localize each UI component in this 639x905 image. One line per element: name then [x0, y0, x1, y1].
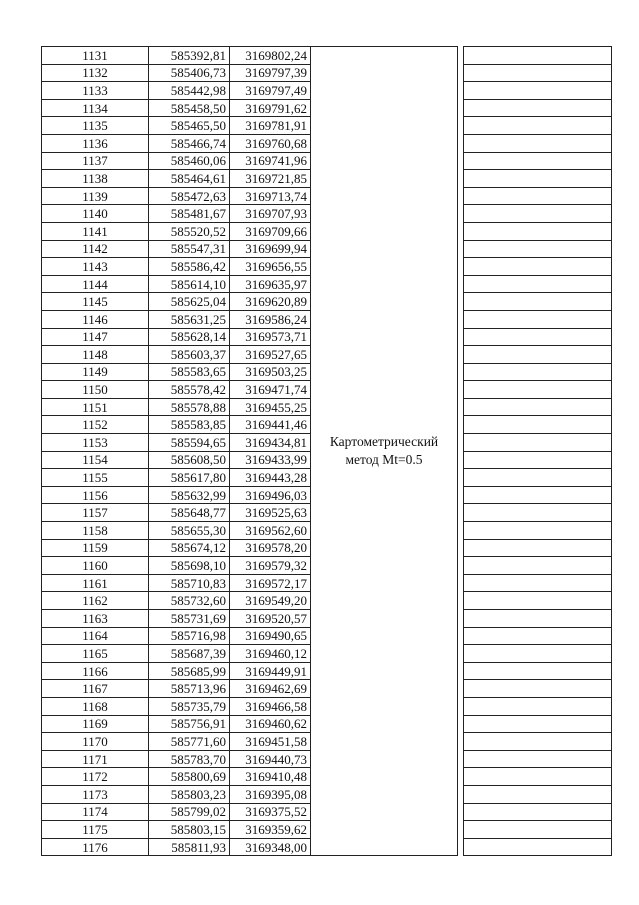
empty-cell	[464, 398, 612, 416]
x-coordinate-cell: 585583,85	[149, 416, 230, 434]
empty-cell	[464, 434, 612, 452]
y-coordinate-cell: 3169496,03	[230, 486, 311, 504]
empty-cell	[464, 64, 612, 82]
point-number-cell: 1131	[42, 47, 149, 65]
y-coordinate-cell: 3169760,68	[230, 134, 311, 152]
x-coordinate-cell: 585800,69	[149, 768, 230, 786]
x-coordinate-cell: 585655,30	[149, 522, 230, 540]
x-coordinate-cell: 585578,42	[149, 381, 230, 399]
point-number-cell: 1168	[42, 697, 149, 715]
x-coordinate-cell: 585803,23	[149, 785, 230, 803]
empty-cell	[464, 697, 612, 715]
point-number-cell: 1142	[42, 240, 149, 258]
point-number-cell: 1144	[42, 275, 149, 293]
x-coordinate-cell: 585465,50	[149, 117, 230, 135]
method-line-2: метод Mt=0.5	[345, 452, 423, 468]
y-coordinate-cell: 3169503,25	[230, 363, 311, 381]
point-number-cell: 1156	[42, 486, 149, 504]
x-coordinate-cell: 585547,31	[149, 240, 230, 258]
empty-cell	[464, 750, 612, 768]
y-coordinate-cell: 3169741,96	[230, 152, 311, 170]
point-number-cell: 1172	[42, 768, 149, 786]
y-coordinate-cell: 3169460,62	[230, 715, 311, 733]
x-coordinate-cell: 585731,69	[149, 610, 230, 628]
empty-cell	[464, 733, 612, 751]
point-number-cell: 1153	[42, 434, 149, 452]
y-coordinate-cell: 3169520,57	[230, 610, 311, 628]
point-number-cell: 1174	[42, 803, 149, 821]
y-coordinate-cell: 3169797,49	[230, 82, 311, 100]
point-number-cell: 1159	[42, 539, 149, 557]
x-coordinate-cell: 585406,73	[149, 64, 230, 82]
point-number-cell: 1173	[42, 785, 149, 803]
empty-cell	[464, 610, 612, 628]
point-number-cell: 1135	[42, 117, 149, 135]
point-number-cell: 1150	[42, 381, 149, 399]
y-coordinate-cell: 3169449,91	[230, 662, 311, 680]
y-coordinate-cell: 3169451,58	[230, 733, 311, 751]
empty-cell	[464, 99, 612, 117]
point-number-cell: 1136	[42, 134, 149, 152]
empty-cell	[464, 680, 612, 698]
x-coordinate-cell: 585783,70	[149, 750, 230, 768]
empty-cell	[464, 785, 612, 803]
empty-cell	[464, 328, 612, 346]
y-coordinate-cell: 3169490,65	[230, 627, 311, 645]
x-coordinate-cell: 585756,91	[149, 715, 230, 733]
x-coordinate-cell: 585648,77	[149, 504, 230, 522]
point-number-cell: 1169	[42, 715, 149, 733]
point-number-cell: 1134	[42, 99, 149, 117]
empty-cell	[464, 768, 612, 786]
empty-cell	[464, 557, 612, 575]
point-number-cell: 1145	[42, 293, 149, 311]
x-coordinate-cell: 585799,02	[149, 803, 230, 821]
point-number-cell: 1151	[42, 398, 149, 416]
empty-cell	[464, 170, 612, 188]
method-cell	[311, 47, 458, 856]
point-number-cell: 1141	[42, 222, 149, 240]
y-coordinate-cell: 3169527,65	[230, 346, 311, 364]
empty-cell	[464, 838, 612, 856]
y-coordinate-cell: 3169466,58	[230, 697, 311, 715]
point-number-cell: 1176	[42, 838, 149, 856]
point-number-cell: 1171	[42, 750, 149, 768]
y-coordinate-cell: 3169471,74	[230, 381, 311, 399]
point-number-cell: 1137	[42, 152, 149, 170]
y-coordinate-cell: 3169781,91	[230, 117, 311, 135]
y-coordinate-cell: 3169573,71	[230, 328, 311, 346]
x-coordinate-cell: 585632,99	[149, 486, 230, 504]
empty-cell	[464, 346, 612, 364]
point-number-cell: 1175	[42, 821, 149, 839]
point-number-cell: 1146	[42, 310, 149, 328]
empty-cell	[464, 522, 612, 540]
empty-cell	[464, 469, 612, 487]
x-coordinate-cell: 585614,10	[149, 275, 230, 293]
point-number-cell: 1170	[42, 733, 149, 751]
empty-cell	[464, 222, 612, 240]
empty-cell	[464, 381, 612, 399]
y-coordinate-cell: 3169562,60	[230, 522, 311, 540]
x-coordinate-cell: 585617,80	[149, 469, 230, 487]
x-coordinate-cell: 585460,06	[149, 152, 230, 170]
point-number-cell: 1152	[42, 416, 149, 434]
empty-cell	[464, 451, 612, 469]
empty-cell	[464, 539, 612, 557]
x-coordinate-cell: 585716,98	[149, 627, 230, 645]
table-body	[42, 47, 612, 856]
y-coordinate-cell: 3169572,17	[230, 574, 311, 592]
y-coordinate-cell: 3169549,20	[230, 592, 311, 610]
x-coordinate-cell: 585685,99	[149, 662, 230, 680]
x-coordinate-cell: 585713,96	[149, 680, 230, 698]
point-number-cell: 1139	[42, 187, 149, 205]
empty-cell	[464, 310, 612, 328]
empty-cell	[464, 275, 612, 293]
empty-cell	[464, 134, 612, 152]
point-number-cell: 1158	[42, 522, 149, 540]
point-number-cell: 1162	[42, 592, 149, 610]
x-coordinate-cell: 585472,63	[149, 187, 230, 205]
y-coordinate-cell: 3169620,89	[230, 293, 311, 311]
empty-cell	[464, 205, 612, 223]
empty-cell	[464, 627, 612, 645]
point-number-cell: 1143	[42, 258, 149, 276]
table-row	[42, 47, 612, 65]
point-number-cell: 1167	[42, 680, 149, 698]
x-coordinate-cell: 585811,93	[149, 838, 230, 856]
y-coordinate-cell: 3169635,97	[230, 275, 311, 293]
empty-cell	[464, 803, 612, 821]
point-number-cell: 1160	[42, 557, 149, 575]
x-coordinate-cell: 585466,74	[149, 134, 230, 152]
empty-cell	[464, 821, 612, 839]
y-coordinate-cell: 3169525,63	[230, 504, 311, 522]
point-number-cell: 1149	[42, 363, 149, 381]
empty-cell	[464, 592, 612, 610]
x-coordinate-cell: 585442,98	[149, 82, 230, 100]
empty-cell	[464, 645, 612, 663]
x-coordinate-cell: 585698,10	[149, 557, 230, 575]
x-coordinate-cell: 585771,60	[149, 733, 230, 751]
y-coordinate-cell: 3169375,52	[230, 803, 311, 821]
x-coordinate-cell: 585674,12	[149, 539, 230, 557]
empty-cell	[464, 715, 612, 733]
x-coordinate-cell: 585687,39	[149, 645, 230, 663]
y-coordinate-cell: 3169586,24	[230, 310, 311, 328]
y-coordinate-cell: 3169455,25	[230, 398, 311, 416]
y-coordinate-cell: 3169791,62	[230, 99, 311, 117]
x-coordinate-cell: 585520,52	[149, 222, 230, 240]
x-coordinate-cell: 585481,67	[149, 205, 230, 223]
y-coordinate-cell: 3169460,12	[230, 645, 311, 663]
coordinates-table	[41, 46, 612, 856]
x-coordinate-cell: 585583,65	[149, 363, 230, 381]
empty-cell	[464, 486, 612, 504]
empty-cell	[464, 82, 612, 100]
y-coordinate-cell: 3169656,55	[230, 258, 311, 276]
y-coordinate-cell: 3169699,94	[230, 240, 311, 258]
empty-cell	[464, 416, 612, 434]
empty-cell	[464, 187, 612, 205]
x-coordinate-cell: 585625,04	[149, 293, 230, 311]
point-number-cell: 1140	[42, 205, 149, 223]
point-number-cell: 1133	[42, 82, 149, 100]
empty-cell	[464, 258, 612, 276]
y-coordinate-cell: 3169579,32	[230, 557, 311, 575]
x-coordinate-cell: 585732,60	[149, 592, 230, 610]
method-line-1: Картометрический	[329, 434, 439, 450]
point-number-cell: 1155	[42, 469, 149, 487]
empty-cell	[464, 240, 612, 258]
x-coordinate-cell: 585392,81	[149, 47, 230, 65]
y-coordinate-cell: 3169721,85	[230, 170, 311, 188]
x-coordinate-cell: 585578,88	[149, 398, 230, 416]
x-coordinate-cell: 585594,65	[149, 434, 230, 452]
empty-cell	[464, 662, 612, 680]
point-number-cell: 1163	[42, 610, 149, 628]
point-number-cell: 1161	[42, 574, 149, 592]
y-coordinate-cell: 3169441,46	[230, 416, 311, 434]
point-number-cell: 1132	[42, 64, 149, 82]
empty-cell	[464, 152, 612, 170]
y-coordinate-cell: 3169440,73	[230, 750, 311, 768]
empty-cell	[464, 504, 612, 522]
x-coordinate-cell: 585628,14	[149, 328, 230, 346]
point-number-cell: 1148	[42, 346, 149, 364]
x-coordinate-cell: 585803,15	[149, 821, 230, 839]
y-coordinate-cell: 3169433,99	[230, 451, 311, 469]
y-coordinate-cell: 3169359,62	[230, 821, 311, 839]
y-coordinate-cell: 3169709,66	[230, 222, 311, 240]
empty-cell	[464, 293, 612, 311]
x-coordinate-cell: 585458,50	[149, 99, 230, 117]
point-number-cell: 1166	[42, 662, 149, 680]
y-coordinate-cell: 3169348,00	[230, 838, 311, 856]
x-coordinate-cell: 585710,83	[149, 574, 230, 592]
empty-cell	[464, 47, 612, 65]
x-coordinate-cell: 585464,61	[149, 170, 230, 188]
empty-cell	[464, 363, 612, 381]
point-number-cell: 1147	[42, 328, 149, 346]
y-coordinate-cell: 3169802,24	[230, 47, 311, 65]
x-coordinate-cell: 585603,37	[149, 346, 230, 364]
y-coordinate-cell: 3169578,20	[230, 539, 311, 557]
point-number-cell: 1157	[42, 504, 149, 522]
y-coordinate-cell: 3169443,28	[230, 469, 311, 487]
x-coordinate-cell: 585735,79	[149, 697, 230, 715]
y-coordinate-cell: 3169707,93	[230, 205, 311, 223]
y-coordinate-cell: 3169462,69	[230, 680, 311, 698]
x-coordinate-cell: 585586,42	[149, 258, 230, 276]
point-number-cell: 1138	[42, 170, 149, 188]
y-coordinate-cell: 3169395,08	[230, 785, 311, 803]
point-number-cell: 1164	[42, 627, 149, 645]
point-number-cell: 1154	[42, 451, 149, 469]
x-coordinate-cell: 585608,50	[149, 451, 230, 469]
y-coordinate-cell: 3169410,48	[230, 768, 311, 786]
empty-cell	[464, 117, 612, 135]
y-coordinate-cell: 3169713,74	[230, 187, 311, 205]
y-coordinate-cell: 3169434,81	[230, 434, 311, 452]
x-coordinate-cell: 585631,25	[149, 310, 230, 328]
point-number-cell: 1165	[42, 645, 149, 663]
empty-cell	[464, 574, 612, 592]
y-coordinate-cell: 3169797,39	[230, 64, 311, 82]
